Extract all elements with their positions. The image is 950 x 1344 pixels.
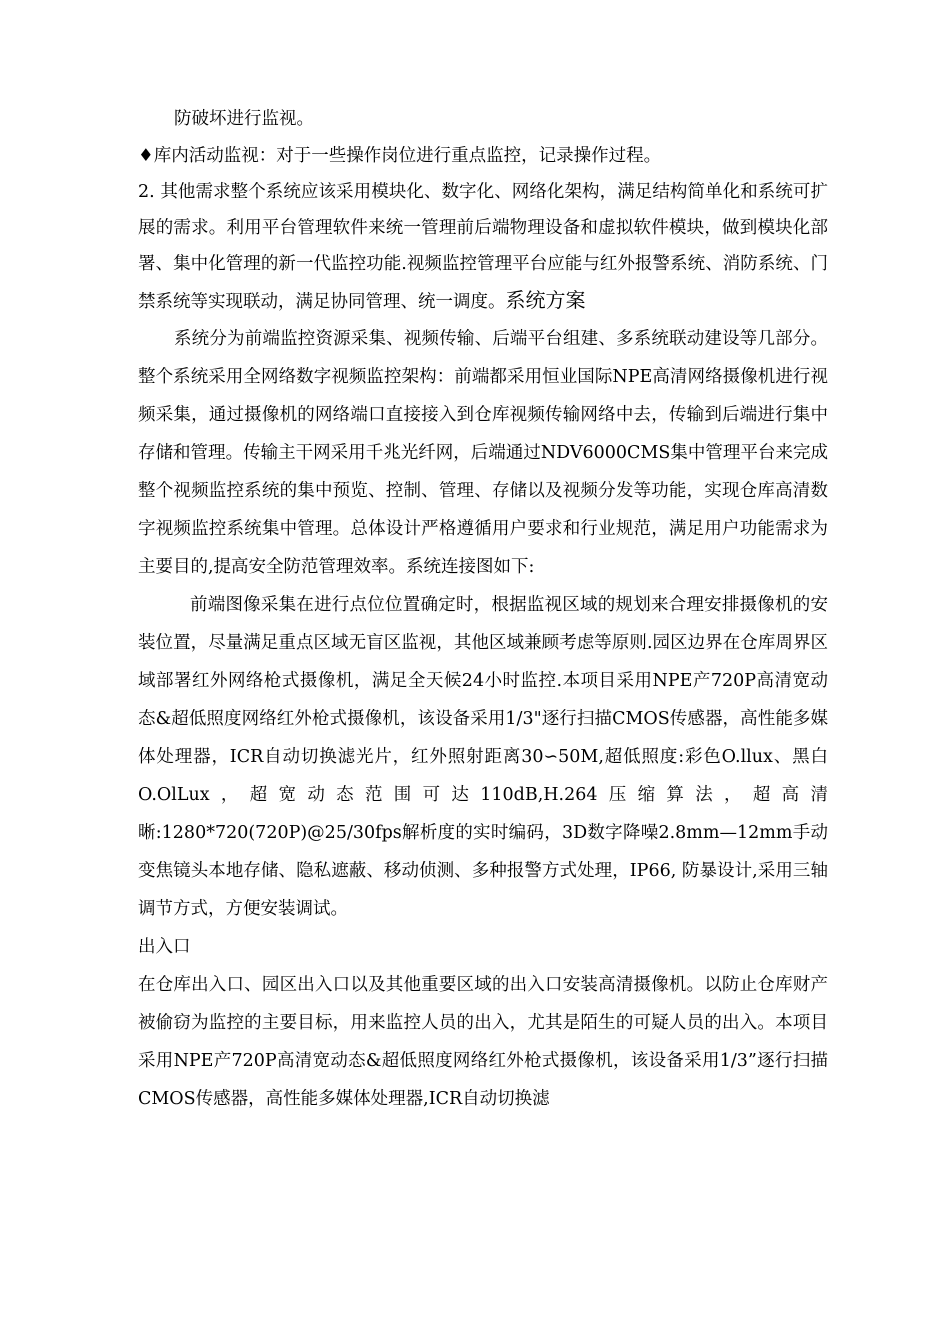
section-heading: 系统方案	[505, 288, 586, 312]
paragraph-7: 在仓库出入口、园区出入口以及其他重要区域的出入口安装高清摄像机。以防止仓库财产被偷窃为监控的主要目标，用来监控人员的出入，尤其是陌生的可疑人员的出入。本项目采用NPE产720P高清宽动态&超低照度网络红外枪式摄像机，该设备采用1/3”逐行扫描CMOS传感器，高性能多媒体处理器,ICR自动切换滤	[138, 975, 828, 1109]
paragraph-4: 系统分为前端监控资源采集、视频传输、后端平台组建、多系统联动建设等几部分。整个系统采用全网络数字视频监控架构：前端都采用恒业国际NPE高清网络摄像机进行视频采集，通过摄像机的网络端口直接接入到仓库视频传输网络中去，传输到后端进行集中存储和管理。传输主干网采用千兆光纤网，后端通过NDV6000CMS集中管理平台来完成整个视频监控系统的集中预览、控制、管理、存储以及视频分发等功能，实现仓库高清数字视频监控系统集中管理。总体设计严格遵循用户要求和行业规范，满足用户功能需求为主要目的,提高安全防范管理效率。系统连接图如下:	[138, 329, 828, 577]
paragraph-2-bullet: ♦库内活动监视：对于一些操作岗位进行重点监控，记录操作过程。	[138, 146, 662, 166]
paragraph-6-subheading: 出入口	[138, 937, 191, 957]
document-page	[138, 100, 828, 1118]
paragraph-3-text: 2. 其他需求整个系统应该采用模块化、数字化、网络化架构，满足结构简单化和系统可扩展的需求。利用平台管理软件来统一管理前后端物理设备和虚拟软件模块，做到模块化部署、集中化管理的新一代监控功能.视频监控管理平台应能与红外报警系统、消防系统、门禁系统等实现联动，满足协同管理、统一调度。	[138, 182, 828, 312]
paragraph-5: 前端图像采集在进行点位位置确定时，根据监视区域的规划来合理安排摄像机的安装位置，尽量满足重点区域无盲区监视，其他区域兼顾考虑等原则.园区边界在仓库周界区域部署红外网络枪式摄像机，满足全天候24小时监控.本项目采用NPE产720P高清宽动态&超低照度网络红外枪式摄像机，该设备采用1/3"逐行扫描CMOS传感器，高性能多媒体处理器，ICR自动切换滤光片，红外照射距离30∽50M,超低照度:彩色O.llux、黑白O.OlLux，超宽动态范围可达110dB,H.264压缩算法，超高清晰:1280*720(720P)@25/30fps解析度的实时编码，3D数字降噪2.8mm—12mm手动变焦镜头本地存储、隐私遮蔽、移动侦测、多种报警方式处理，IP66, 防暴设计,采用三轴调节方式，方便安装调试。	[138, 595, 828, 919]
paragraph-1: 防破坏进行监视。	[174, 109, 314, 129]
paragraph-3	[138, 174, 828, 320]
